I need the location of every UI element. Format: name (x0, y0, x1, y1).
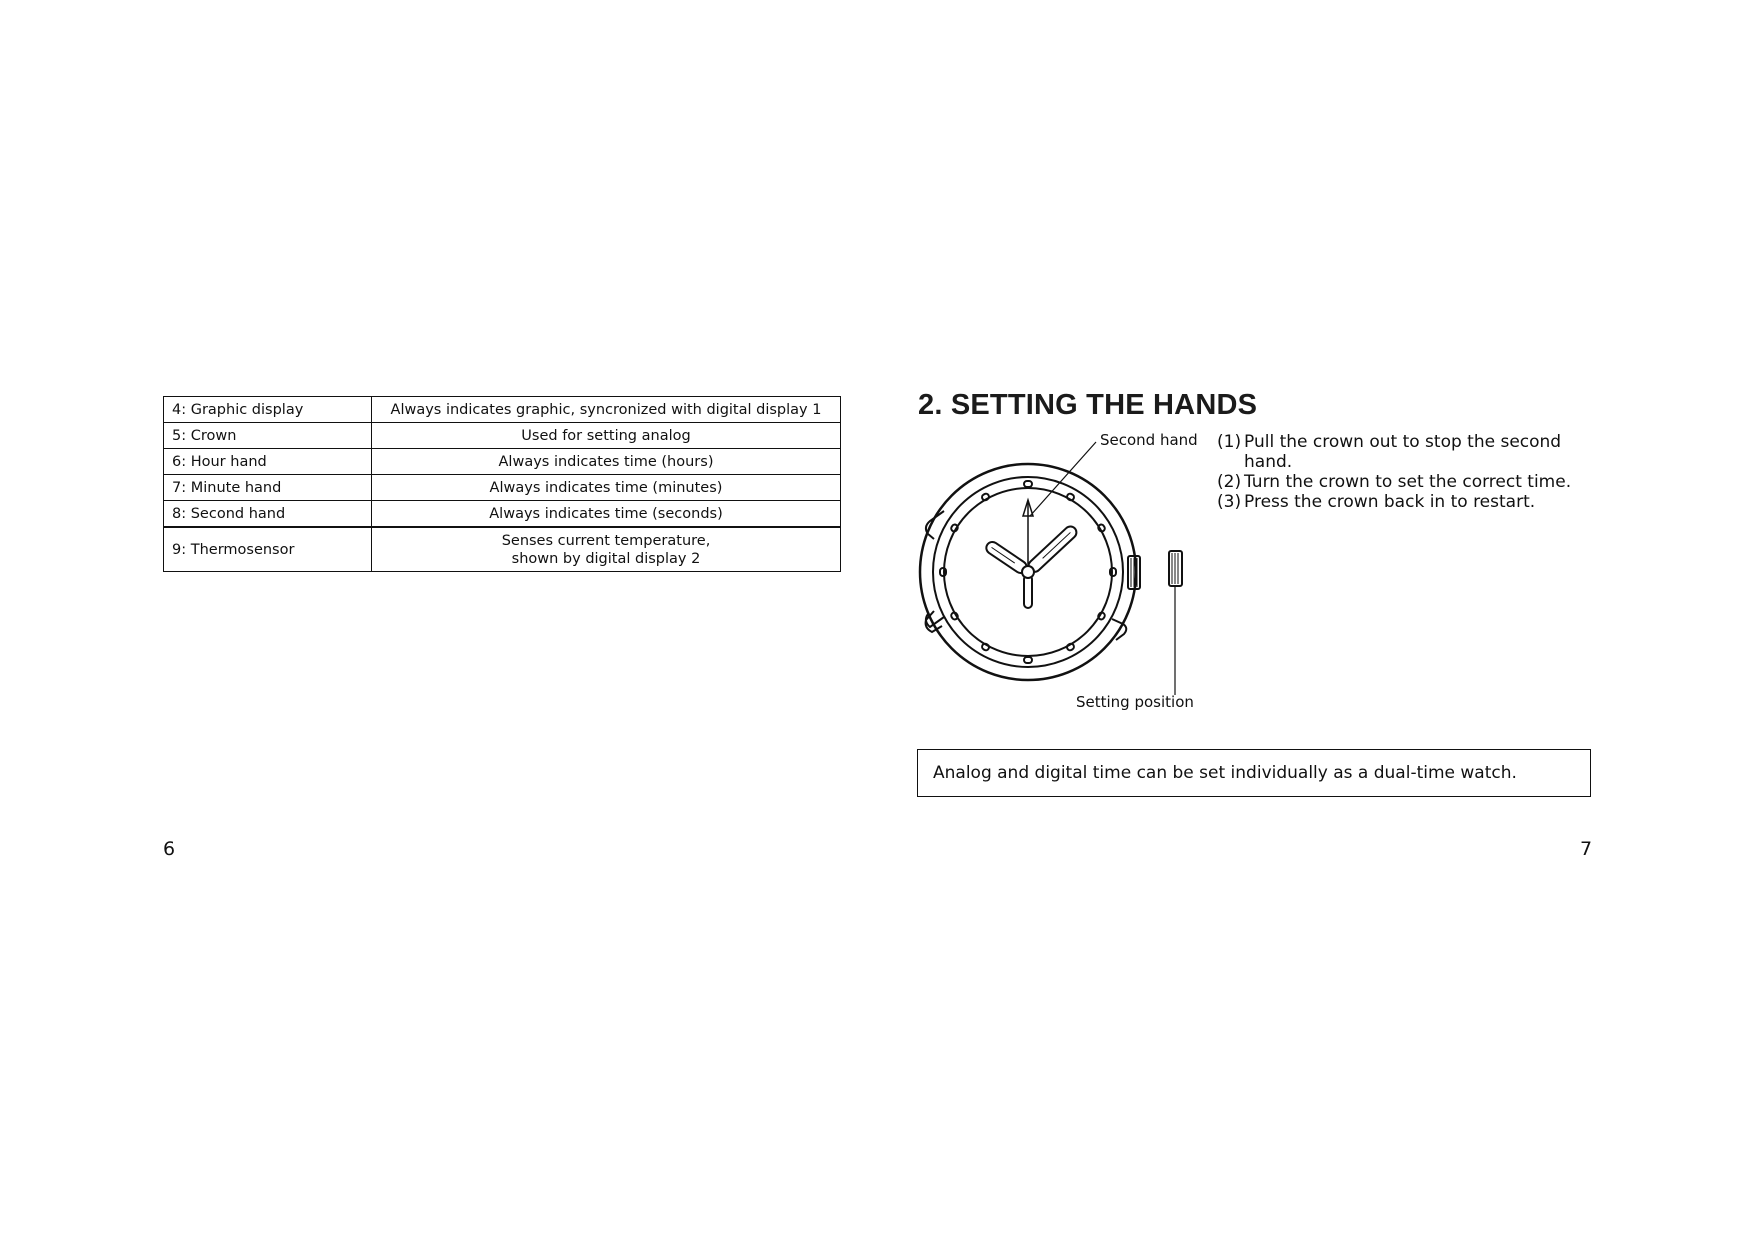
part-name: 9: Thermosensor (164, 527, 372, 572)
step-text: Pull the crown out to stop the second hand. (1244, 432, 1562, 472)
part-name: 4: Graphic display (164, 397, 372, 423)
part-description: Used for setting analog (372, 423, 841, 449)
part-description-line: shown by digital display 2 (511, 550, 701, 567)
note-box: Analog and digital time can be set individually as a dual-time watch. (917, 749, 1591, 797)
list-item (1217, 472, 1577, 492)
part-description: Always indicates time (minutes) (372, 475, 841, 501)
step-text: Turn the crown to set the correct time. (1244, 472, 1572, 492)
table-row (164, 475, 841, 501)
list-item (1217, 432, 1577, 472)
second-hand-label: Second hand (1100, 431, 1198, 449)
watch-illustration (918, 430, 1198, 715)
part-name: 6: Hour hand (164, 449, 372, 475)
part-description: Always indicates time (seconds) (372, 501, 841, 528)
section-title: 2. SETTING THE HANDS (918, 389, 1258, 421)
setting-position-label: Setting position (1076, 693, 1194, 711)
second-hand-tail (1024, 575, 1032, 608)
table-row (164, 501, 841, 528)
page-number-right: 7 (1580, 838, 1593, 860)
table-row (164, 449, 841, 475)
step-number: (3) (1217, 492, 1242, 512)
part-name: 7: Minute hand (164, 475, 372, 501)
part-name: 8: Second hand (164, 501, 372, 528)
step-number: (2) (1217, 472, 1242, 492)
minute-hand (1026, 524, 1079, 574)
table-row (164, 527, 841, 572)
step-text: Press the crown back in to restart. (1244, 492, 1536, 512)
second-hand-leader (1030, 442, 1096, 516)
list-item (1217, 492, 1577, 512)
table-row (164, 397, 841, 423)
step-number: (1) (1217, 432, 1242, 452)
page-number-left: 6 (163, 838, 176, 860)
parts-table (163, 396, 841, 572)
part-description: Always indicates time (hours) (372, 449, 841, 475)
part-description (372, 527, 841, 572)
table-row (164, 423, 841, 449)
part-description-line: Senses current temperature, (501, 532, 711, 549)
part-name: 5: Crown (164, 423, 372, 449)
steps-list (1217, 432, 1577, 512)
part-description: Always indicates graphic, syncronized with digital display 1 (372, 397, 841, 423)
